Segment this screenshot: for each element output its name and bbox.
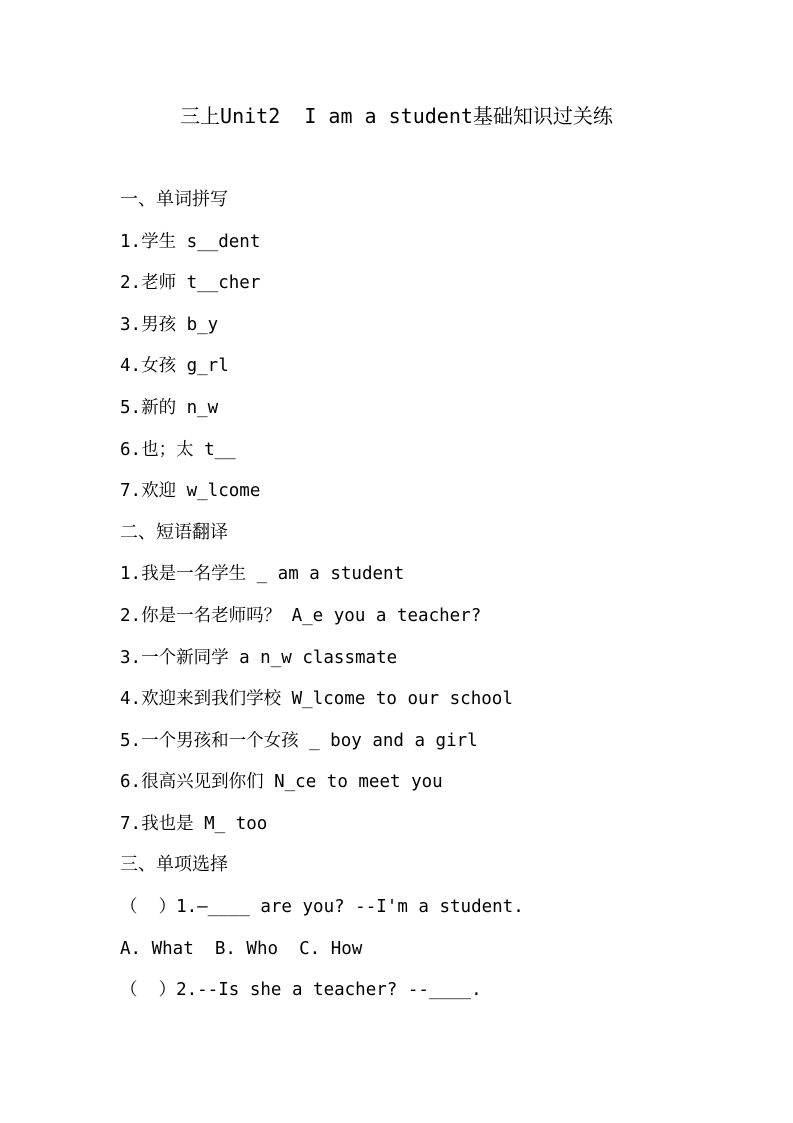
section-heading-translation: 二、短语翻译 [120, 522, 228, 543]
worksheet-title: 三上Unit2 I am a student基础知识过关练 [180, 104, 613, 128]
answer-options: A. What B. Who C. How [120, 939, 363, 959]
question-item: （ ）2.--Is she a teacher? --____. [120, 980, 482, 1000]
list-item: 2.你是一名老师吗？ A_e you a teacher? [120, 606, 482, 626]
list-item: 5.一个男孩和一个女孩 _ boy and a girl [120, 731, 478, 751]
list-item: 7.我也是 M_ too [120, 814, 268, 834]
list-item: 4.女孩 g_rl [120, 356, 229, 376]
section-heading-choice: 三、单项选择 [120, 854, 228, 875]
list-item: 4.欢迎来到我们学校 W_lcome to our school [120, 689, 513, 709]
section-heading-spelling: 一、单词拼写 [120, 189, 228, 210]
question-item: （ ）1.—____ are you? --I'm a student. [120, 897, 524, 917]
list-item: 3.男孩 b_y [120, 315, 219, 335]
list-item: 6.也；太 t__ [120, 440, 236, 460]
list-item: 2.老师 t__cher [120, 273, 261, 293]
list-item: 5.新的 n_w [120, 398, 219, 418]
list-item: 3.一个新同学 a n_w classmate [120, 648, 398, 668]
list-item: 1.我是一名学生 _ am a student [120, 564, 405, 584]
list-item: 1.学生 s__dent [120, 232, 261, 252]
list-item: 6.很高兴见到你们 N_ce to meet you [120, 772, 443, 792]
list-item: 7.欢迎 w_lcome [120, 481, 261, 501]
